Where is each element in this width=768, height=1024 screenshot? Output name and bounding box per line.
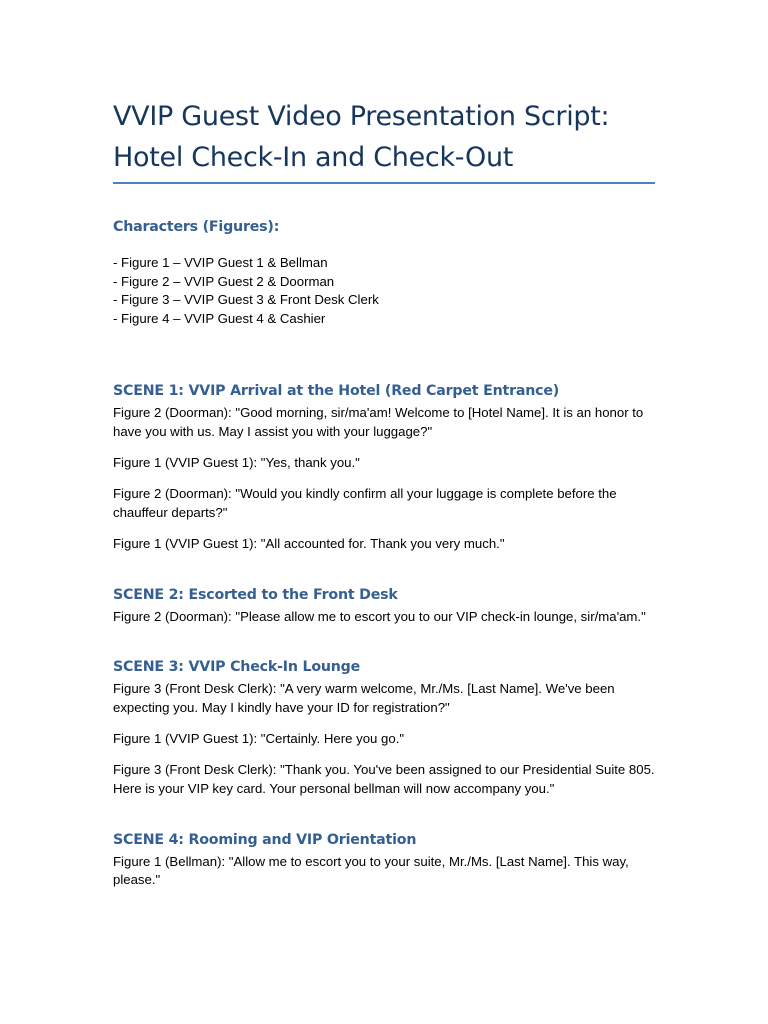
dialogue-line: Figure 2 (Doorman): "Good morning, sir/ma'am! Welcome to [Hotel Name]. It is an honor to have you with us. May I assist you with your luggage?" — [113, 404, 644, 439]
scene-2 — [113, 585, 655, 627]
scene-heading: SCENE 1: VVIP Arrival at the Hotel (Red Carpet Entrance) — [113, 382, 560, 399]
scene-heading: SCENE 4: Rooming and VIP Orientation — [113, 831, 417, 848]
dialogue-line: Figure 2 (Doorman): "Please allow me to escort you to our VIP check-in lounge, sir/ma'am." — [113, 608, 646, 624]
character-item: - Figure 4 – VVIP Guest 4 & Cashier — [113, 311, 326, 327]
character-item: - Figure 2 – VVIP Guest 2 & Doorman — [113, 273, 335, 289]
character-item: - Figure 3 – VVIP Guest 3 & Front Desk Clerk — [113, 292, 379, 308]
dialogue-line: Figure 3 (Front Desk Clerk): "A very warm welcome, Mr./Ms. [Last Name]. We've been expecting you. May I kindly have your ID for registration?" — [113, 681, 615, 715]
scene-4 — [113, 830, 655, 890]
characters-list — [113, 254, 655, 329]
scene-heading: SCENE 2: Escorted to the Front Desk — [113, 586, 398, 603]
dialogue-line: Figure 2 (Doorman): "Would you kindly confirm all your luggage is complete before the chauffeur departs?" — [113, 485, 617, 520]
scene-1 — [113, 381, 655, 554]
dialogue-line: Figure 1 (VVIP Guest 1): "Certainly. Here you go." — [113, 731, 405, 747]
character-item: - Figure 1 – VVIP Guest 1 & Bellman — [113, 255, 328, 270]
title-underline — [113, 182, 655, 184]
dialogue-line: Figure 3 (Front Desk Clerk): "Thank you. You've been assigned to our Presidential Suite 805. Here is your VIP key card. Your personal bellman will now accompany you." — [113, 762, 655, 797]
scene-heading: SCENE 3: VVIP Check-In Lounge — [113, 659, 361, 676]
dialogue-line: Figure 1 (VVIP Guest 1): "Yes, thank you." — [113, 454, 360, 470]
dialogue-line: Figure 1 (Bellman): "Allow me to escort you to your suite, Mr./Ms. [Last Name]. This way, please." — [113, 853, 629, 888]
document-title: VVIP Guest Video Presentation Script: Hotel Check-In and Check-Out — [113, 101, 610, 173]
dialogue-line: Figure 1 (VVIP Guest 1): "All accounted for. Thank you very much." — [113, 535, 505, 551]
characters-heading: Characters (Figures): — [113, 219, 280, 235]
scene-3 — [113, 657, 655, 799]
